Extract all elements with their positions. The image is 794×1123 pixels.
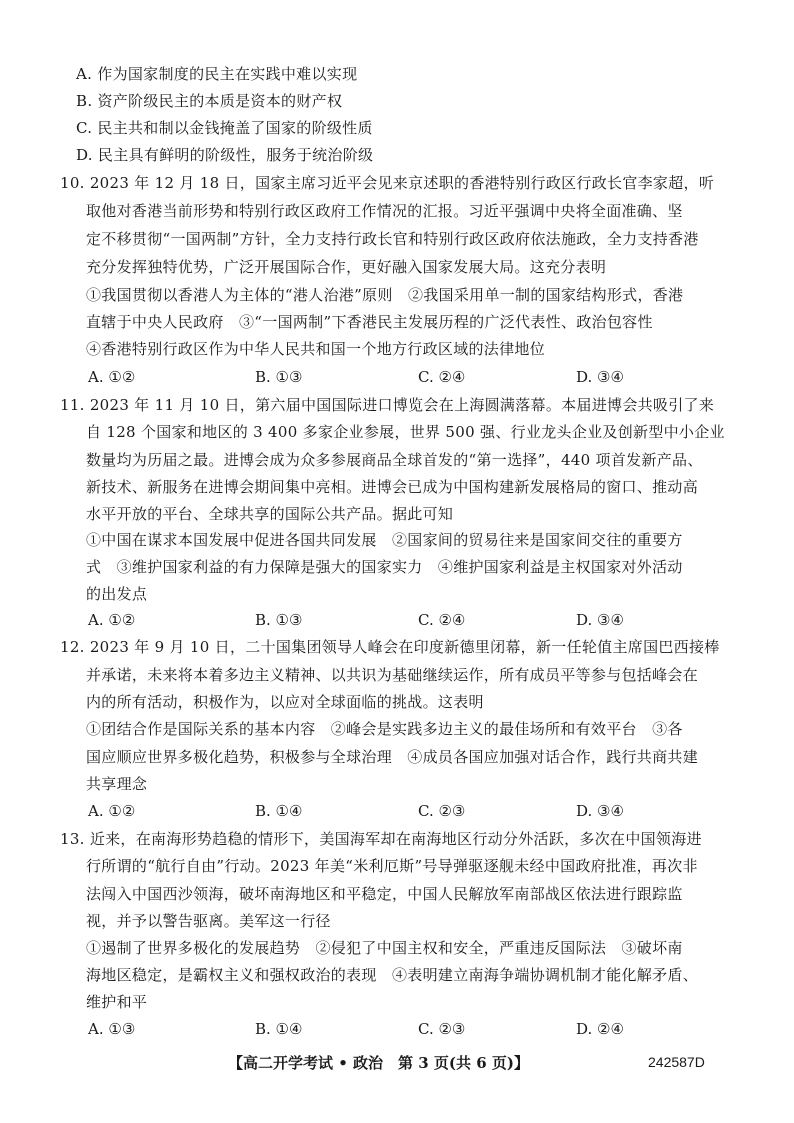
q11-line-4: 新技术、新服务在进博会期间集中亮相。进博会已成为中国构建新发展格局的窗口、推动高: [86, 478, 699, 496]
q10-line-4: 充分发挥独特优势，广泛开展国际合作，更好融入国家发展大局。这充分表明: [86, 258, 607, 276]
q12-option-b: B. ①④: [255, 802, 303, 820]
q13-line-3: 法闯入中国西沙领海，破坏南海地区和平稳定，中国人民解放军南部战区依法进行跟踪监: [86, 885, 683, 903]
q12-option-c: C. ②③: [418, 802, 466, 820]
q10-line-7: ④香港特别行政区作为中华人民共和国一个地方行政区域的法律地位: [86, 340, 546, 358]
q12-line-5: 国应顺应世界多极化趋势，积极参与全球治理 ④成员各国应加强对话合作，践行共商共建: [86, 748, 699, 766]
q13-line-5: ①遏制了世界多极化的发展趋势 ②侵犯了中国主权和安全，严重违反国际法 ③破坏南: [86, 939, 683, 957]
paper-code: 242587D: [648, 1054, 705, 1070]
q12-line-2: 并承诺，未来将本着多边主义精神、以共识为基础继续运作，所有成员平等参与包括峰会在: [86, 666, 699, 684]
q10-line-2: 取他对香港当前形势和特别行政区政府工作情况的汇报。习近平强调中央将全面准确、坚: [86, 202, 683, 220]
q13-option-b: B. ①④: [255, 1020, 303, 1038]
page-footer-title: 【高二开学考试 • 政治 第 3 页(共 6 页)】: [228, 1054, 529, 1072]
q12-line-6: 共享理念: [86, 775, 148, 793]
q10-option-c: C. ②④: [418, 368, 466, 386]
q10-option-b: B. ①③: [255, 368, 303, 386]
q12-line-1: 12. 2023 年 9 月 10 日，二十国集团领导人峰会在印度新德里闭幕，新一任轮值主席国巴西接棒: [60, 638, 720, 656]
q11-line-8: 的出发点: [86, 585, 148, 603]
prev-option-d: D. 民主具有鲜明的阶级性，服务于统治阶级: [76, 146, 374, 164]
q12-line-3: 内的所有活动，积极作为，以应对全球面临的挑战。这表明: [86, 693, 484, 711]
q13-option-d: D. ②④: [576, 1020, 624, 1038]
q13-option-c: C. ②③: [418, 1020, 466, 1038]
q13-option-a: A. ①③: [88, 1020, 136, 1038]
q13-line-6: 海地区稳定，是霸权主义和强权政治的表现 ④表明建立南海争端协调机制才能化解矛盾、: [86, 966, 699, 984]
prev-option-c: C. 民主共和制以金钱掩盖了国家的阶级性质: [76, 119, 373, 137]
q11-line-3: 数量均为历届之最。进博会成为众多参展商品全球首发的“第一选择”，440 项首发新产品、: [86, 451, 703, 469]
q11-line-6: ①中国在谋求本国发展中促进各国共同发展 ②国家间的贸易往来是国家间交往的重要方: [86, 531, 683, 549]
q11-option-b: B. ①③: [255, 611, 303, 629]
q12-option-d: D. ③④: [576, 802, 624, 820]
q13-line-1: 13. 近来，在南海形势趋稳的情形下，美国海军却在南海地区行动分外活跃，多次在中国领海进: [60, 830, 702, 848]
q13-line-7: 维护和平: [86, 993, 148, 1011]
q11-option-a: A. ①②: [88, 611, 136, 629]
q13-line-2: 行所谓的“航行自由”行动。2023 年美“米利厄斯”号导弹驱逐舰未经中国政府批准，再次非: [86, 857, 698, 875]
q10-line-5: ①我国贯彻以香港人为主体的“港人治港”原则 ②我国采用单一制的国家结构形式，香港: [86, 286, 684, 304]
q11-line-1: 11. 2023 年 11 月 10 日，第六届中国国际进口博览会在上海圆满落幕。本届进博会共吸引了来: [60, 396, 715, 414]
q12-option-a: A. ①②: [88, 802, 136, 820]
prev-option-a: A. 作为国家制度的民主在实践中难以实现: [76, 65, 358, 83]
q11-option-c: C. ②④: [418, 611, 466, 629]
q11-line-5: 水平开放的平台、全球共享的国际公共产品。据此可知: [86, 505, 454, 523]
q13-line-4: 视，并予以警告驱离。美军这一行径: [86, 912, 331, 930]
q11-line-7: 式 ③维护国家利益的有力保障是强大的国家实力 ④维护国家利益是主权国家对外活动: [86, 558, 683, 576]
q10-line-3: 定不移贯彻“一国两制”方针，全力支持行政长官和特别行政区政府依法施政，全力支持香港: [86, 230, 699, 248]
q12-line-4: ①团结合作是国际关系的基本内容 ②峰会是实践多边主义的最佳场所和有效平台 ③各: [86, 720, 683, 738]
q10-line-6: 直辖于中央人民政府 ③“一国两制”下香港民主发展历程的广泛代表性、政治包容性: [86, 313, 653, 331]
q10-line-1: 10. 2023 年 12 月 18 日，国家主席习近平会见来京述职的香港特别行政区行政长官李家超，听: [60, 174, 715, 192]
q11-option-d: D. ③④: [576, 611, 624, 629]
q11-line-2: 自 128 个国家和地区的 3 400 多家企业参展，世界 500 强、行业龙头企业及创新型中小企业: [86, 423, 725, 441]
prev-option-b: B. 资产阶级民主的本质是资本的财产权: [76, 92, 343, 110]
q10-option-a: A. ①②: [88, 368, 136, 386]
q10-option-d: D. ③④: [576, 368, 624, 386]
